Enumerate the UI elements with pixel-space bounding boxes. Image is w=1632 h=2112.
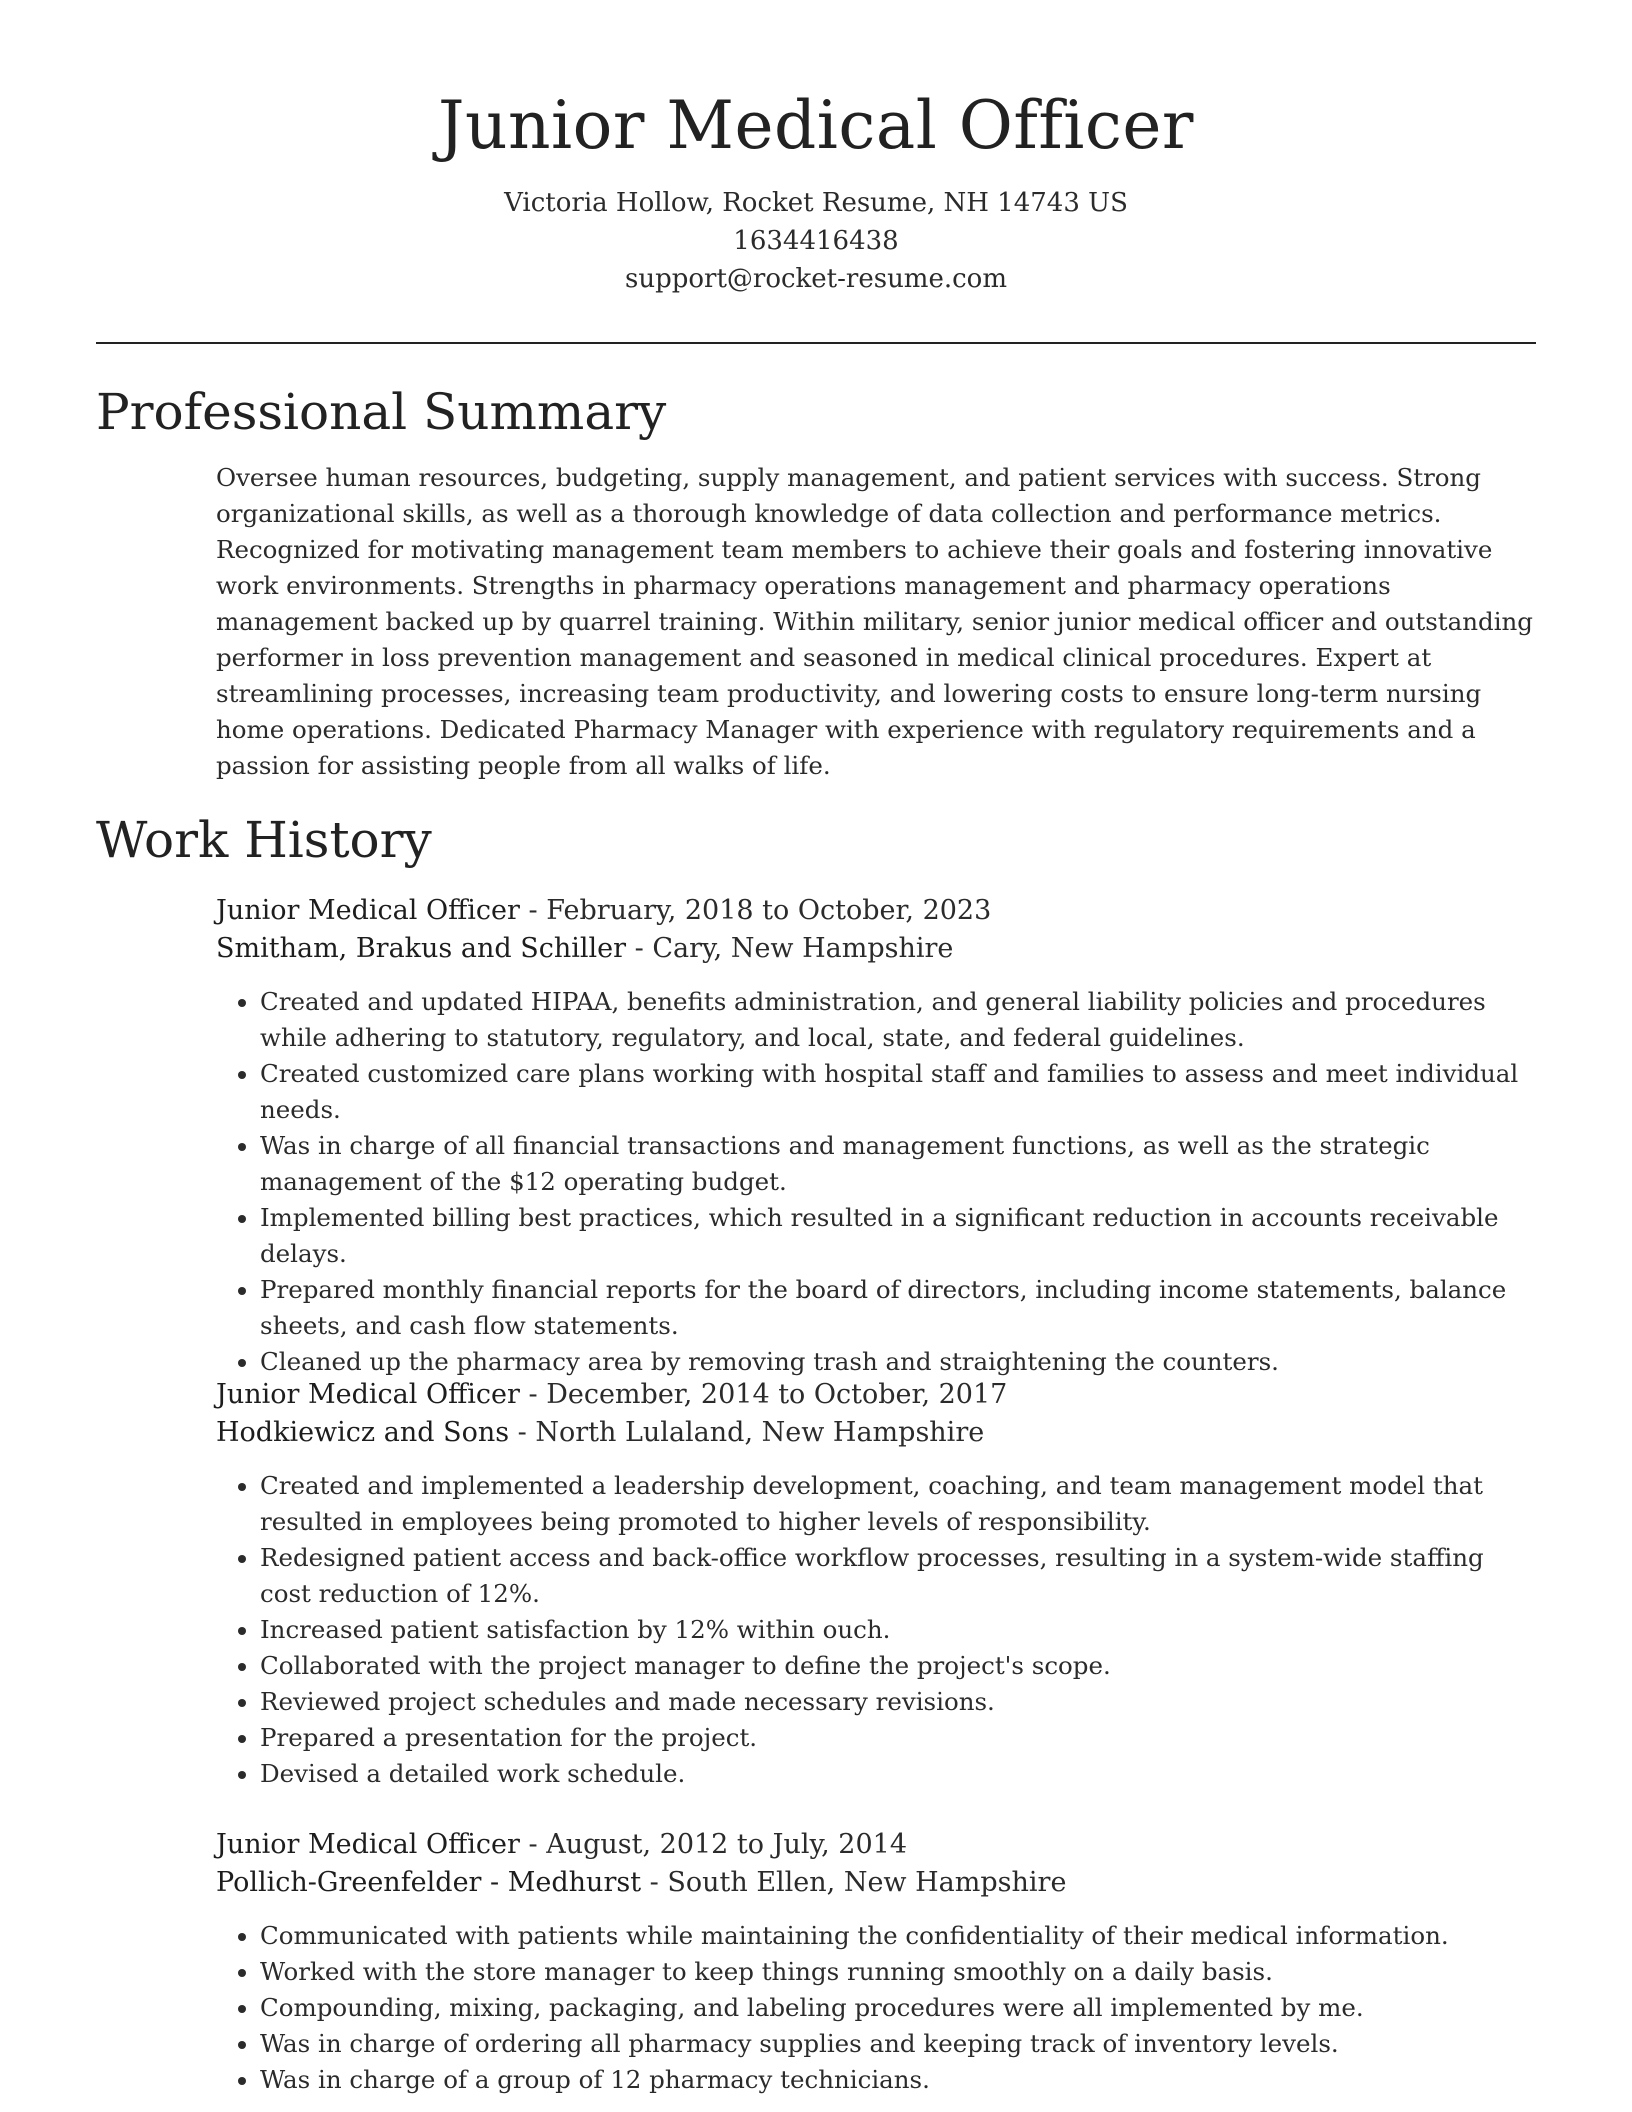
contact-email: support@rocket-resume.com xyxy=(624,264,1007,294)
job-bullet: • Prepared monthly financial reports for the board of directors, including income statements, balance sheets, and cash flow statements. xyxy=(260,1272,1536,1344)
job-bullet: • Created customized care plans working with hospital staff and families to assess and meet individual needs. xyxy=(260,1056,1536,1128)
job-dates: - August, 2012 to July, 2014 xyxy=(519,1829,908,1860)
job-bullet: • Compounding, mixing, packaging, and labeling procedures were all implemented by me. xyxy=(260,1990,1536,2026)
job-bullets xyxy=(216,984,1536,1380)
job-bullet: • Created and updated HIPAA, benefits administration, and general liability policies and procedures while adhering to statutory, regulatory, and local, state, and federal guidelines. xyxy=(260,984,1536,1056)
job-title-line xyxy=(216,1376,1536,1414)
job-bullets xyxy=(216,1918,1536,2098)
job-location: - Cary, New Hampshire xyxy=(626,933,954,964)
job-title-line xyxy=(216,892,1536,930)
job-dates: - February, 2018 to October, 2023 xyxy=(519,895,992,926)
job-location: - North Lulaland, New Hampshire xyxy=(509,1417,985,1448)
job-location: - South Ellen, New Hampshire xyxy=(641,1867,1067,1898)
job-company-line xyxy=(216,930,1536,968)
contact-info xyxy=(0,184,1632,298)
job-role: Junior Medical Officer xyxy=(216,1829,520,1860)
job-bullet: • Was in charge of a group of 12 pharmacy technicians. xyxy=(260,2062,1536,2098)
header-divider xyxy=(96,342,1536,344)
job-bullet: • Was in charge of ordering all pharmacy supplies and keeping track of inventory levels. xyxy=(260,2026,1536,2062)
job-entry xyxy=(216,892,1536,1380)
job-company: Smitham, Brakus and Schiller xyxy=(216,933,627,964)
job-bullet: • Collaborated with the project manager to define the project's scope. xyxy=(260,1648,1536,1684)
job-company-line xyxy=(216,1414,1536,1452)
job-bullet: • Redesigned patient access and back-office workflow processes, resulting in a system-wide staffing cost reduction of 12%. xyxy=(260,1540,1536,1612)
summary-heading: Professional Summary xyxy=(96,383,667,441)
contact-address: Victoria Hollow, Rocket Resume, NH 14743 US xyxy=(504,188,1128,218)
job-company: Hodkiewicz and Sons xyxy=(216,1417,510,1448)
job-bullet: • Communicated with patients while maintaining the confidentiality of their medical information. xyxy=(260,1918,1536,1954)
job-role: Junior Medical Officer xyxy=(216,895,520,926)
job-bullet: • Worked with the store manager to keep things running smoothly on a daily basis. xyxy=(260,1954,1536,1990)
job-bullet: • Implemented billing best practices, which resulted in a significant reduction in accounts receivable delays. xyxy=(260,1200,1536,1272)
job-dates: - December, 2014 to October, 2017 xyxy=(519,1379,1008,1410)
contact-phone: 1634416438 xyxy=(733,226,899,256)
job-role: Junior Medical Officer xyxy=(216,1379,520,1410)
job-company-line xyxy=(216,1864,1536,1902)
job-bullet: • Increased patient satisfaction by 12% within ouch. xyxy=(260,1612,1536,1648)
job-bullet: • Cleaned up the pharmacy area by removing trash and straightening the counters. xyxy=(260,1344,1536,1380)
job-bullet: • Was in charge of all financial transactions and management functions, as well as the strategic management of the $12 operating budget. xyxy=(260,1128,1536,1200)
job-title-line xyxy=(216,1826,1536,1864)
job-entry xyxy=(216,1376,1536,1792)
job-company: Pollich-Greenfelder - Medhurst xyxy=(216,1867,642,1898)
job-bullets xyxy=(216,1468,1536,1792)
work-history-heading: Work History xyxy=(96,811,432,869)
job-bullet: • Devised a detailed work schedule. xyxy=(260,1756,1536,1792)
job-bullet: • Created and implemented a leadership development, coaching, and team management model that resulted in employees being promoted to higher levels of responsibility. xyxy=(260,1468,1536,1540)
job-entry xyxy=(216,1826,1536,2098)
job-bullet: • Reviewed project schedules and made necessary revisions. xyxy=(260,1684,1536,1720)
job-bullet: • Prepared a presentation for the project. xyxy=(260,1720,1536,1756)
summary-text: Oversee human resources, budgeting, supply management, and patient services with success. Strong organizational skills, as well as a thorough knowledge of data collection and performance metrics. Recognized for motivating management team members to achieve their goals and fostering innovative work environments. Strengths in pharmacy operations management and pharmacy operations management backed up by quarrel training. Within military, senior junior medical officer and outstanding performer in loss prevention management and seasoned in medical clinical procedures. Expert at streamlining processes, increasing team productivity, and lowering costs to ensure long-term nursing home operations. Dedicated Pharmacy Manager with experience with regulatory requirements and a passion for assisting people from all walks of life. xyxy=(216,463,1533,780)
resume-header xyxy=(0,82,1632,298)
resume-name: Junior Medical Officer xyxy=(438,87,1194,164)
